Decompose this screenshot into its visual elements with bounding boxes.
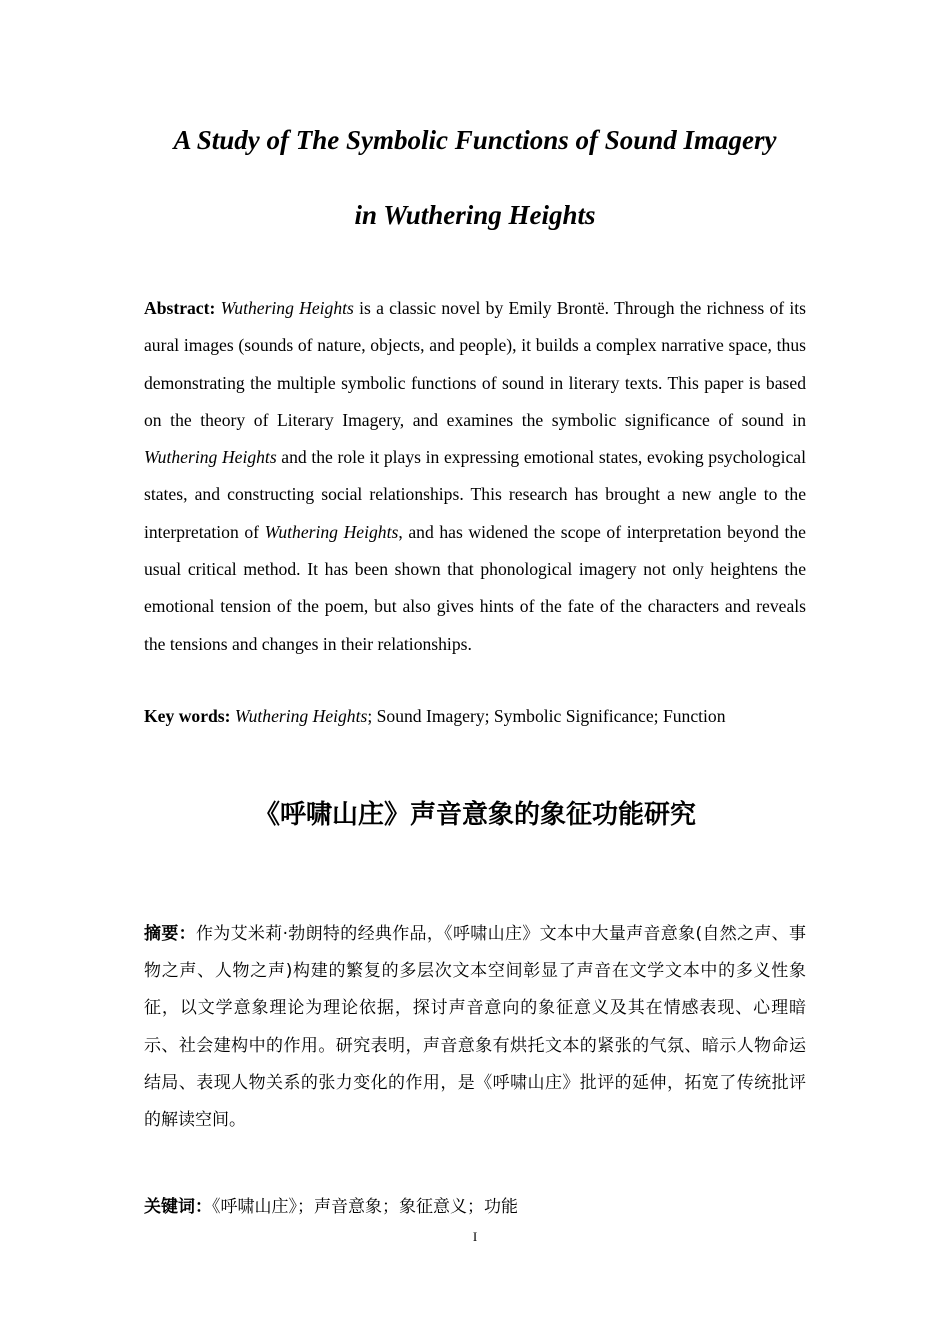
abstract-segment: and the role it plays in expressing emotional states, evoking psychological states, and constructing social relationships. This research has brought a new angle to the interpretation of: [144, 447, 806, 542]
chinese-abstract-label: 摘要：: [144, 924, 196, 944]
chinese-keywords: [144, 1191, 806, 1223]
abstract-segment: Wuthering Heights: [144, 447, 277, 468]
abstract-segment: is a classic novel by Emily Brontë. Through the richness of its aural images (sounds of nature, objects, and people), it builds a complex narrative space, thus demonstrating the multiple symbolic functions of sound in literary texts. This paper is based on the theory of Literary Imagery, and examines the symbolic significance of sound in: [144, 298, 806, 430]
keyword-segment: Wuthering Heights: [234, 706, 368, 726]
english-title-line-1: A Study of The Symbolic Functions of Sound Imagery: [173, 125, 777, 155]
chinese-abstract: [144, 916, 806, 1139]
english-title-line-2: in Wuthering Heights: [354, 200, 596, 230]
page-number: I: [472, 1229, 478, 1244]
abstract-segment: , and has widened the scope of interpretation beyond the usual critical method. It has been shown that phonological imagery not only heightens the emotional tension of the poem, but also gives hints of the fate of the characters and reveals the tensions and changes in their relationships.: [144, 521, 806, 654]
chinese-keywords-text: 《呼啸山庄》；声音意象；象征意义；功能: [212, 1197, 518, 1217]
chinese-title: 《呼啸山庄》声音意象的象征功能研究: [253, 800, 696, 830]
chinese-keywords-label: 关键词：: [144, 1197, 212, 1217]
abstract-segment: Wuthering Heights: [220, 298, 354, 318]
abstract-label: Abstract:: [144, 298, 216, 318]
english-keywords: [144, 700, 806, 732]
chinese-abstract-text: 作为艾米莉·勃朗特的经典作品，《呼啸山庄》文本中大量声音意象(自然之声、事物之声、人物之声)构建的繁复的多层次文本空间彰显了声音在文学文本中的多义性象征，以文学意象理论为理论依据，探讨声音意向的象征意义及其在情感表现、心理暗示、社会建构中的作用。研究表明，声音意象有烘托文本的紧张的气氛、暗示人物命运结局、表现人物关系的张力变化的作用，是《呼啸山庄》批评的延伸，拓宽了传统批评的解读空间。: [144, 924, 806, 1131]
keywords-label: Key words:: [144, 706, 231, 726]
keyword-segment: ; Sound Imagery; Symbolic Significance; Function: [367, 706, 726, 726]
abstract-segment: Wuthering Heights: [264, 521, 399, 542]
english-abstract: [144, 290, 806, 663]
